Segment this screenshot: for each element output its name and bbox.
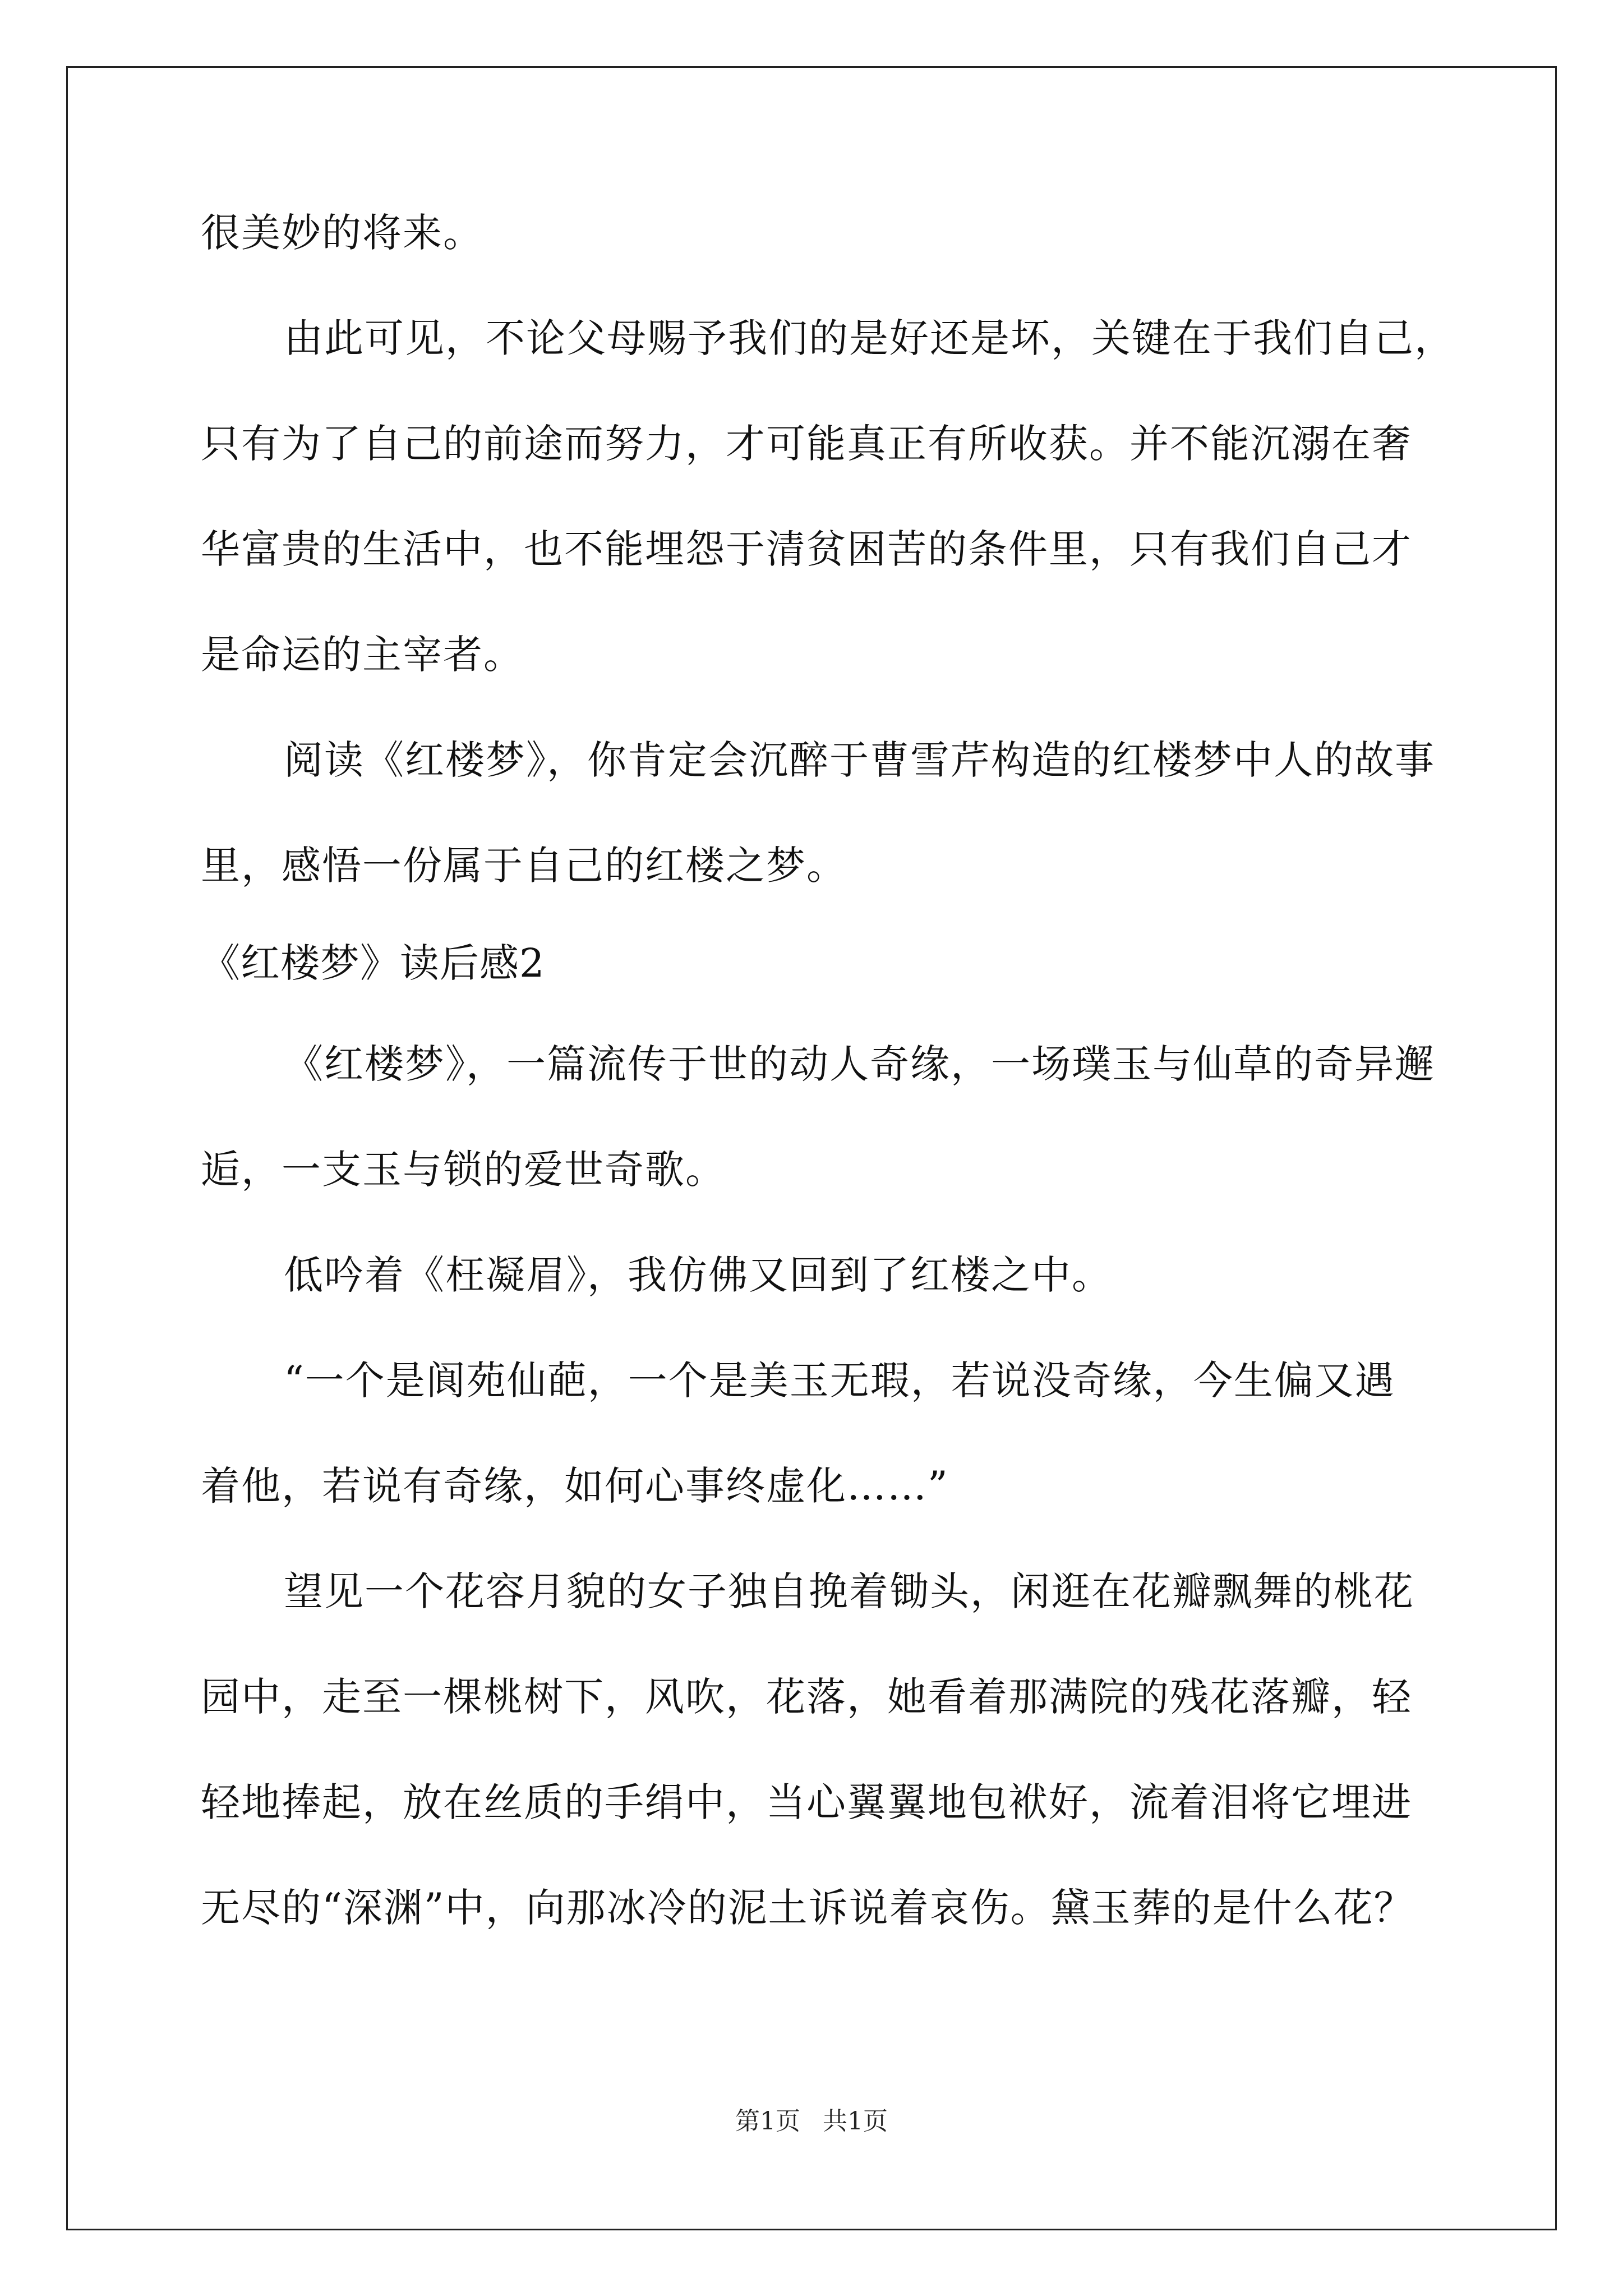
- text-line: 园中，走至一棵桃树下，风吹，花落，她看着那满院的残花落瓣，轻: [201, 1674, 1412, 1720]
- text-line: 华富贵的生活中，也不能埋怨于清贫困苦的条件里，只有我们自己才: [201, 526, 1412, 572]
- text-line: 《红楼梦》，一篇流传于世的动人奇缘，一场璞玉与仙草的奇异邂: [284, 1041, 1435, 1087]
- text-line: “一个是阆苑仙葩，一个是美玉无瑕，若说没奇缘，今生偏又遇: [284, 1358, 1395, 1404]
- text-line: 只有为了自己的前途而努力，才可能真正有所收获。并不能沉溺在奢: [201, 421, 1412, 467]
- page-total: 共1页: [823, 2107, 888, 2136]
- text-line: 里，感悟一份属于自己的红楼之梦。: [201, 843, 847, 889]
- text-line: 望见一个花容月貌的女子独自挽着锄头，闲逛在花瓣飘舞的桃花: [284, 1568, 1414, 1614]
- text-line: 轻地捧起，放在丝质的手绢中，当心翼翼地包袱好，流着泪将它埋进: [201, 1779, 1412, 1825]
- text-line: 逅，一支玉与锁的爱世奇歌。: [201, 1147, 726, 1193]
- text-line: 阅读《红楼梦》，你肯定会沉醉于曹雪芹构造的红楼梦中人的故事: [284, 737, 1435, 783]
- text-line: 很美妙的将来。: [201, 210, 483, 256]
- page-number: 第1页: [735, 2107, 800, 2136]
- text-line: 着他，若说有奇缘，如何心事终虚化……”: [201, 1463, 949, 1509]
- text-line: 低吟着《枉凝眉》，我仿佛又回到了红楼之中。: [284, 1252, 1112, 1298]
- section-heading: 《红楼梦》读后感2: [201, 940, 545, 986]
- page-footer: [0, 2105, 1623, 2138]
- text-line: 由此可见，不论父母赐予我们的是好还是坏，关键在于我们自己，: [284, 315, 1455, 361]
- text-line: 无尽的“深渊”中，向那冰冷的泥土诉说着哀伤。黛玉葬的是什么花？: [201, 1885, 1414, 1931]
- text-line: 是命运的主宰者。: [201, 632, 524, 678]
